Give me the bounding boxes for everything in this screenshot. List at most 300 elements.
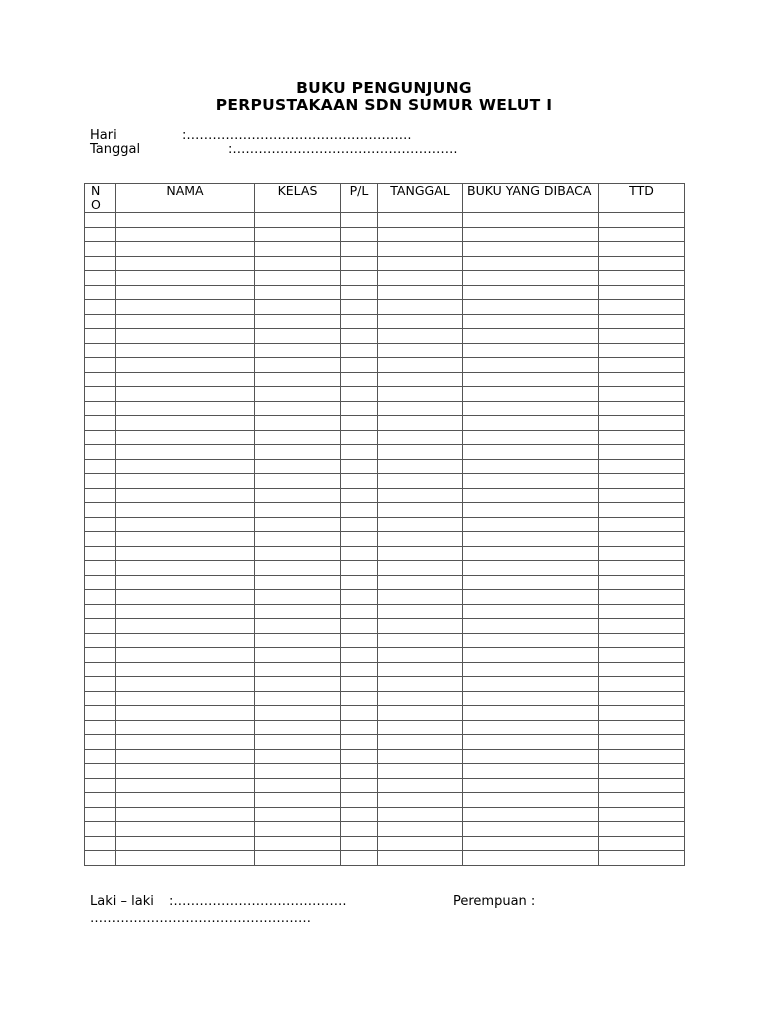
table-cell	[85, 720, 116, 735]
table-cell	[341, 749, 378, 764]
table-row	[85, 619, 685, 634]
tanggal-value: :…………………………………………….	[228, 142, 458, 157]
table-cell	[116, 488, 255, 503]
table-cell	[599, 430, 685, 445]
table-cell	[463, 474, 599, 489]
table-cell	[463, 271, 599, 286]
col-header-nama: NAMA	[116, 184, 255, 213]
table-cell	[599, 590, 685, 605]
table-cell	[85, 793, 116, 808]
table-cell	[116, 619, 255, 634]
table-cell	[463, 488, 599, 503]
table-cell	[341, 372, 378, 387]
table-cell	[378, 720, 463, 735]
table-cell	[255, 242, 341, 257]
table-cell	[85, 677, 116, 692]
table-cell	[85, 300, 116, 315]
table-cell	[599, 314, 685, 329]
table-cell	[599, 532, 685, 547]
table-cell	[341, 517, 378, 532]
hari-value: :…………………………………………….	[182, 128, 412, 143]
table-cell	[341, 445, 378, 460]
table-cell	[255, 619, 341, 634]
table-row	[85, 575, 685, 590]
table-cell	[378, 575, 463, 590]
table-cell	[116, 387, 255, 402]
table-cell	[463, 372, 599, 387]
table-cell	[341, 532, 378, 547]
table-cell	[378, 213, 463, 228]
table-cell	[378, 343, 463, 358]
table-cell	[599, 764, 685, 779]
table-cell	[255, 532, 341, 547]
table-row	[85, 416, 685, 431]
table-cell	[85, 503, 116, 518]
table-cell	[378, 488, 463, 503]
table-cell	[341, 271, 378, 286]
table-cell	[463, 503, 599, 518]
table-cell	[116, 633, 255, 648]
table-cell	[599, 720, 685, 735]
table-cell	[463, 358, 599, 373]
table-cell	[116, 590, 255, 605]
table-cell	[378, 604, 463, 619]
table-row	[85, 648, 685, 663]
table-cell	[378, 416, 463, 431]
table-cell	[341, 474, 378, 489]
table-cell	[341, 807, 378, 822]
table-body	[85, 213, 685, 866]
table-cell	[116, 358, 255, 373]
table-cell	[378, 778, 463, 793]
table-cell	[85, 691, 116, 706]
table-cell	[463, 343, 599, 358]
table-cell	[463, 677, 599, 692]
table-cell	[599, 242, 685, 257]
table-cell	[255, 285, 341, 300]
table-cell	[255, 590, 341, 605]
table-cell	[116, 749, 255, 764]
table-cell	[463, 822, 599, 837]
table-row	[85, 677, 685, 692]
table-cell	[116, 401, 255, 416]
table-cell	[85, 575, 116, 590]
table-cell	[85, 256, 116, 271]
visitor-table	[84, 183, 685, 866]
table-cell	[116, 851, 255, 866]
table-cell	[116, 416, 255, 431]
table-cell	[85, 416, 116, 431]
table-cell	[463, 662, 599, 677]
table-cell	[599, 648, 685, 663]
table-cell	[85, 474, 116, 489]
table-cell	[341, 851, 378, 866]
table-cell	[116, 242, 255, 257]
table-cell	[463, 619, 599, 634]
table-cell	[341, 822, 378, 837]
table-cell	[255, 720, 341, 735]
table-row	[85, 764, 685, 779]
table-row	[85, 314, 685, 329]
table-cell	[378, 836, 463, 851]
table-cell	[255, 329, 341, 344]
table-cell	[116, 213, 255, 228]
table-cell	[85, 271, 116, 286]
table-row	[85, 372, 685, 387]
table-cell	[255, 778, 341, 793]
table-cell	[463, 749, 599, 764]
table-cell	[463, 575, 599, 590]
table-cell	[599, 343, 685, 358]
perempuan-label: Perempuan :	[453, 894, 536, 909]
table-cell	[341, 503, 378, 518]
table-cell	[116, 503, 255, 518]
table-row	[85, 213, 685, 228]
table-cell	[378, 807, 463, 822]
table-cell	[341, 604, 378, 619]
table-cell	[378, 793, 463, 808]
table-cell	[341, 242, 378, 257]
table-cell	[341, 213, 378, 228]
col-header-ttd: TTD	[599, 184, 685, 213]
table-cell	[463, 691, 599, 706]
table-cell	[341, 764, 378, 779]
table-cell	[378, 503, 463, 518]
table-cell	[85, 604, 116, 619]
table-cell	[255, 575, 341, 590]
table-cell	[378, 851, 463, 866]
table-cell	[116, 227, 255, 242]
table-cell	[599, 329, 685, 344]
table-cell	[116, 561, 255, 576]
table-cell	[599, 662, 685, 677]
table-cell	[85, 387, 116, 402]
table-cell	[378, 227, 463, 242]
document-title: BUKU PENGUNJUNG	[296, 79, 472, 97]
table-cell	[85, 517, 116, 532]
table-cell	[255, 836, 341, 851]
table-cell	[85, 430, 116, 445]
table-cell	[463, 561, 599, 576]
table-cell	[255, 648, 341, 663]
table-cell	[463, 416, 599, 431]
table-cell	[85, 590, 116, 605]
table-row	[85, 532, 685, 547]
table-cell	[85, 213, 116, 228]
table-cell	[255, 662, 341, 677]
table-cell	[599, 749, 685, 764]
table-row	[85, 590, 685, 605]
table-row	[85, 633, 685, 648]
table-cell	[378, 358, 463, 373]
table-cell	[116, 271, 255, 286]
table-cell	[341, 793, 378, 808]
table-cell	[255, 430, 341, 445]
table-cell	[378, 445, 463, 460]
table-cell	[85, 343, 116, 358]
laki-label: Laki – laki	[90, 894, 154, 909]
table-cell	[85, 778, 116, 793]
table-cell	[116, 474, 255, 489]
table-cell	[341, 256, 378, 271]
table-cell	[255, 227, 341, 242]
table-cell	[463, 604, 599, 619]
table-cell	[463, 459, 599, 474]
table-cell	[116, 372, 255, 387]
table-row	[85, 300, 685, 315]
table-cell	[463, 778, 599, 793]
table-cell	[463, 285, 599, 300]
table-cell	[341, 677, 378, 692]
table-cell	[378, 256, 463, 271]
table-cell	[341, 387, 378, 402]
table-row	[85, 706, 685, 721]
table-cell	[599, 633, 685, 648]
table-cell	[341, 836, 378, 851]
table-cell	[341, 488, 378, 503]
table-cell	[599, 445, 685, 460]
table-cell	[255, 445, 341, 460]
table-cell	[85, 227, 116, 242]
table-cell	[116, 691, 255, 706]
table-cell	[116, 445, 255, 460]
table-cell	[116, 300, 255, 315]
table-cell	[599, 735, 685, 750]
table-cell	[85, 662, 116, 677]
table-cell	[463, 213, 599, 228]
table-cell	[378, 271, 463, 286]
table-cell	[116, 532, 255, 547]
table-cell	[341, 778, 378, 793]
table-cell	[255, 343, 341, 358]
table-cell	[116, 677, 255, 692]
table-cell	[599, 706, 685, 721]
table-cell	[378, 633, 463, 648]
table-cell	[116, 546, 255, 561]
table-cell	[599, 300, 685, 315]
table-cell	[85, 358, 116, 373]
table-cell	[378, 329, 463, 344]
table-cell	[463, 517, 599, 532]
table-cell	[341, 691, 378, 706]
table-cell	[378, 749, 463, 764]
table-cell	[85, 633, 116, 648]
table-cell	[341, 546, 378, 561]
table-row	[85, 329, 685, 344]
table-cell	[378, 662, 463, 677]
table-cell	[599, 358, 685, 373]
table-cell	[341, 329, 378, 344]
table-cell	[116, 285, 255, 300]
table-cell	[85, 445, 116, 460]
table-cell	[463, 314, 599, 329]
table-cell	[599, 517, 685, 532]
table-row	[85, 459, 685, 474]
table-cell	[116, 793, 255, 808]
table-cell	[85, 285, 116, 300]
table-cell	[255, 633, 341, 648]
table-cell	[85, 329, 116, 344]
table-cell	[463, 546, 599, 561]
table-cell	[378, 561, 463, 576]
table-cell	[116, 822, 255, 837]
table-cell	[378, 691, 463, 706]
table-cell	[378, 387, 463, 402]
table-cell	[85, 648, 116, 663]
table-cell	[116, 430, 255, 445]
table-cell	[599, 256, 685, 271]
table-cell	[85, 488, 116, 503]
table-cell	[255, 851, 341, 866]
table-cell	[255, 372, 341, 387]
table-cell	[463, 793, 599, 808]
table-cell	[255, 764, 341, 779]
table-cell	[341, 706, 378, 721]
table-row	[85, 343, 685, 358]
table-cell	[85, 532, 116, 547]
table-cell	[463, 430, 599, 445]
table-cell	[378, 590, 463, 605]
table-cell	[255, 401, 341, 416]
table-cell	[599, 503, 685, 518]
table-row	[85, 691, 685, 706]
table-cell	[378, 285, 463, 300]
table-cell	[116, 648, 255, 663]
table-cell	[599, 851, 685, 866]
table-cell	[85, 706, 116, 721]
table-cell	[599, 213, 685, 228]
table-row	[85, 256, 685, 271]
table-cell	[378, 822, 463, 837]
table-cell	[116, 764, 255, 779]
table-cell	[116, 706, 255, 721]
table-cell	[116, 807, 255, 822]
table-row	[85, 387, 685, 402]
document-subtitle: PERPUSTAKAAN SDN SUMUR WELUT I	[215, 96, 553, 114]
table-cell	[255, 706, 341, 721]
table-cell	[85, 242, 116, 257]
table-cell	[341, 285, 378, 300]
table-cell	[116, 604, 255, 619]
col-header-kelas: KELAS	[255, 184, 341, 213]
table-cell	[341, 314, 378, 329]
table-row	[85, 749, 685, 764]
table-cell	[599, 677, 685, 692]
table-cell	[341, 575, 378, 590]
table-cell	[85, 822, 116, 837]
table-cell	[599, 604, 685, 619]
table-cell	[463, 256, 599, 271]
table-cell	[378, 314, 463, 329]
table-cell	[463, 242, 599, 257]
table-cell	[85, 561, 116, 576]
table-cell	[85, 851, 116, 866]
table-cell	[341, 662, 378, 677]
table-cell	[255, 561, 341, 576]
table-cell	[116, 836, 255, 851]
table-cell	[341, 619, 378, 634]
table-cell	[463, 387, 599, 402]
table-cell	[463, 633, 599, 648]
table-row	[85, 503, 685, 518]
table-row	[85, 271, 685, 286]
table-cell	[599, 691, 685, 706]
table-cell	[599, 387, 685, 402]
table-row	[85, 793, 685, 808]
table-row	[85, 285, 685, 300]
table-cell	[255, 604, 341, 619]
table-cell	[378, 735, 463, 750]
table-cell	[341, 590, 378, 605]
table-cell	[599, 793, 685, 808]
table-cell	[599, 561, 685, 576]
table-cell	[85, 836, 116, 851]
table-cell	[255, 735, 341, 750]
table-cell	[85, 807, 116, 822]
table-cell	[116, 778, 255, 793]
table-cell	[378, 764, 463, 779]
table-cell	[599, 271, 685, 286]
table-cell	[255, 387, 341, 402]
table-cell	[116, 662, 255, 677]
table-cell	[378, 546, 463, 561]
table-cell	[463, 300, 599, 315]
table-row	[85, 488, 685, 503]
table-row	[85, 546, 685, 561]
table-cell	[116, 517, 255, 532]
table-cell	[378, 706, 463, 721]
table-cell	[116, 735, 255, 750]
table-row	[85, 778, 685, 793]
table-cell	[116, 329, 255, 344]
table-header-row	[85, 184, 685, 213]
table-cell	[378, 401, 463, 416]
table-row	[85, 430, 685, 445]
table-cell	[85, 459, 116, 474]
table-row	[85, 445, 685, 460]
table-row	[85, 604, 685, 619]
table-cell	[463, 532, 599, 547]
table-cell	[463, 720, 599, 735]
table-cell	[463, 227, 599, 242]
table-cell	[378, 517, 463, 532]
table-cell	[255, 474, 341, 489]
tanggal-label: Tanggal	[90, 142, 141, 157]
table-cell	[341, 459, 378, 474]
table-cell	[463, 706, 599, 721]
table-cell	[341, 416, 378, 431]
table-cell	[255, 546, 341, 561]
table-cell	[85, 619, 116, 634]
table-row	[85, 662, 685, 677]
table-cell	[599, 372, 685, 387]
table-cell	[116, 459, 255, 474]
table-cell	[378, 474, 463, 489]
table-cell	[255, 213, 341, 228]
table-cell	[341, 561, 378, 576]
table-cell	[255, 807, 341, 822]
table-row	[85, 822, 685, 837]
table-cell	[599, 822, 685, 837]
table-row	[85, 561, 685, 576]
table-cell	[116, 314, 255, 329]
table-row	[85, 517, 685, 532]
laki-value: :………………………………….	[169, 894, 347, 909]
col-header-tanggal: TANGGAL	[378, 184, 463, 213]
table-cell	[599, 778, 685, 793]
table-cell	[255, 271, 341, 286]
table-cell	[463, 401, 599, 416]
